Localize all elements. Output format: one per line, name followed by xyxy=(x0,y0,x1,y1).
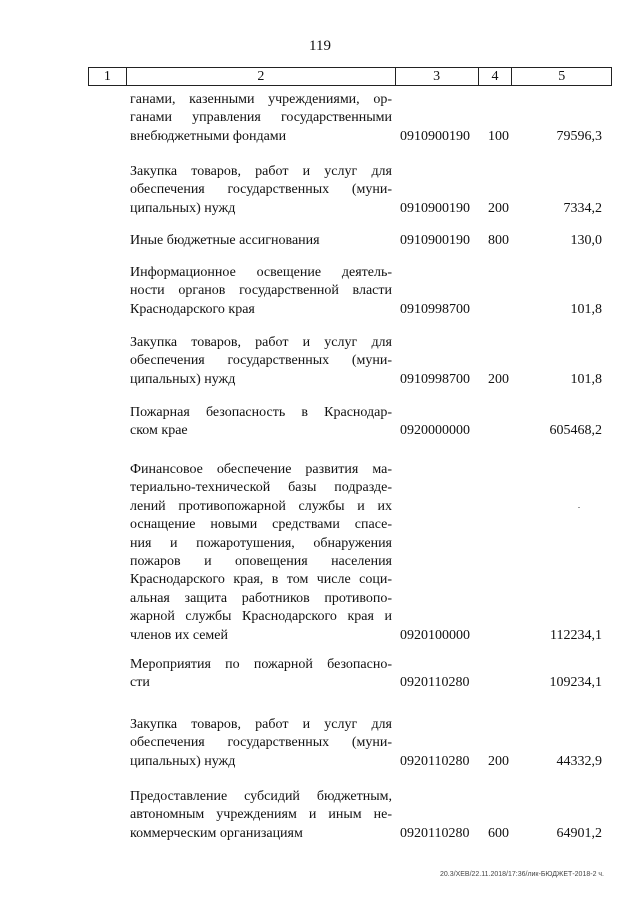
row-amount: 101,8 xyxy=(570,371,602,387)
description-line: ципальных) нужд xyxy=(130,371,236,387)
row-code: 0920110280 xyxy=(400,825,470,841)
scan-speck xyxy=(578,507,580,508)
row-expense-type: 800 xyxy=(488,233,509,248)
row-description xyxy=(130,404,392,441)
row-code: 0920100000 xyxy=(400,627,470,643)
description-line: оснащение новыми средствами спасе- xyxy=(130,517,392,533)
row-amount: 112234,1 xyxy=(550,627,602,643)
row-description xyxy=(130,232,392,250)
row-description xyxy=(130,163,392,218)
row-code: 0910998700 xyxy=(400,371,470,387)
row-amount: 79596,3 xyxy=(556,128,602,144)
row-expense-type: 200 xyxy=(488,753,509,769)
row-expense-type: 200 xyxy=(488,371,509,387)
row-description xyxy=(130,788,392,843)
row-expense-type: 600 xyxy=(488,825,509,841)
row-description xyxy=(130,716,392,771)
row-amount: 605468,2 xyxy=(549,423,602,439)
row-amount: 7334,2 xyxy=(563,200,602,216)
description-line: ности органов государственной власти xyxy=(130,283,392,299)
description-line: Предоставление субсидий бюджетным, xyxy=(130,789,392,804)
description-line: Краснодарского края, в том числе соци- xyxy=(130,572,392,588)
row-amount: 64901,2 xyxy=(556,825,602,841)
description-line: ципальных) нужд xyxy=(130,753,236,769)
document-footer: 20.3/ХЕВ/22.11.2018/17:36/лик-БЮДЖЕТ-2018-2 ч. xyxy=(440,871,605,878)
description-line: внебюджетными фондами xyxy=(130,128,287,144)
row-description xyxy=(130,334,392,389)
description-line: териально-технической базы подразде- xyxy=(130,480,392,496)
row-expense-type: 200 xyxy=(488,200,509,216)
row-expense-type: 100 xyxy=(488,128,509,144)
row-code: 0920000000 xyxy=(400,423,470,439)
row-description xyxy=(130,656,392,693)
description-line: ганами управления государственными xyxy=(130,110,392,126)
description-line: Закупка товаров, работ и услуг для xyxy=(130,335,392,350)
row-description xyxy=(130,264,392,319)
row-amount: 101,8 xyxy=(570,301,602,317)
description-line: Краснодарского края xyxy=(130,301,255,317)
description-line: коммерческим организациям xyxy=(130,825,303,841)
description-line: обеспечения государственных (муни- xyxy=(130,353,392,369)
description-line: пожаров и оповещения населения xyxy=(130,554,392,570)
description-line: ганами, казенными учреждениями, ор- xyxy=(130,92,392,107)
description-line: Пожарная безопасность в Краснодар- xyxy=(130,405,392,420)
header-col-5: 5 xyxy=(511,68,611,85)
description-line: ния и пожаротушения, обнаружения xyxy=(130,535,392,551)
description-line: жарной службы Краснодарского края и xyxy=(130,609,392,625)
description-line: Финансовое обеспечение развития ма- xyxy=(130,462,392,477)
header-col-1: 1 xyxy=(103,69,111,84)
row-code: 0910900190 xyxy=(400,128,470,144)
row-code: 0910900190 xyxy=(400,200,470,216)
row-code: 0920110280 xyxy=(400,753,470,769)
description-line: обеспечения государственных (муни- xyxy=(130,735,392,751)
header-col-4: 4 xyxy=(478,68,512,85)
table-header xyxy=(88,67,612,86)
description-line: Закупка товаров, работ и услуг для xyxy=(130,717,392,732)
description-line: Мероприятия по пожарной безопасно- xyxy=(130,657,392,672)
description-line: членов их семей xyxy=(130,627,228,643)
description-line: альная защита работников противопо- xyxy=(130,590,392,606)
page-number: 119 xyxy=(309,38,331,54)
description-line: обеспечения государственных (муни- xyxy=(130,182,392,198)
description-line: Закупка товаров, работ и услуг для xyxy=(130,164,392,179)
row-code: 0910900190 xyxy=(400,233,470,248)
row-code: 0920110280 xyxy=(400,675,470,691)
row-amount: 130,0 xyxy=(570,233,602,248)
description-line: автономным учреждениям и иным не- xyxy=(130,807,392,823)
row-amount: 109234,1 xyxy=(549,675,602,691)
header-col-3: 3 xyxy=(395,68,478,85)
header-col-2: 2 xyxy=(126,68,395,85)
row-description xyxy=(130,91,392,146)
description-line: Иные бюджетные ассигнования xyxy=(130,233,320,248)
description-line: сти xyxy=(130,675,150,691)
row-description xyxy=(130,461,392,645)
row-code: 0910998700 xyxy=(400,301,470,317)
description-line: лений противопожарной службы и их xyxy=(130,498,392,514)
description-line: ском крае xyxy=(130,423,188,439)
description-line: ципальных) нужд xyxy=(130,200,236,216)
description-line: Информационное освещение деятель- xyxy=(130,265,392,280)
row-amount: 44332,9 xyxy=(556,753,602,769)
